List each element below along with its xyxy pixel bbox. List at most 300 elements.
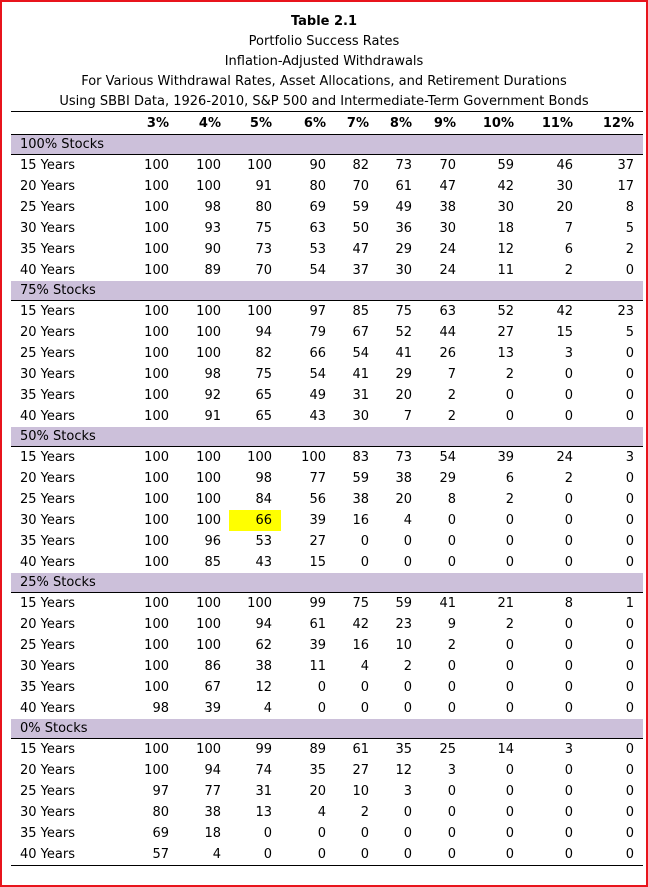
table-cell: 100 (247, 304, 272, 319)
table-cell: 2 (564, 263, 573, 278)
table-cell: 100 (247, 450, 272, 465)
table-cell: 0 (403, 805, 412, 820)
table-cell: 0 (625, 805, 634, 820)
table-cell: 11 (309, 659, 326, 674)
row-label: 35 Years (20, 242, 75, 257)
table-row (11, 322, 643, 343)
row-label: 35 Years (20, 826, 75, 841)
table-row (11, 739, 643, 760)
table-cell: 41 (439, 596, 456, 611)
column-header: 4% (198, 116, 221, 131)
table-cell: 0 (403, 847, 412, 862)
column-header: 5% (249, 116, 272, 131)
row-label: 25 Years (20, 346, 75, 361)
table-cell: 0 (317, 826, 326, 841)
table-cell: 47 (439, 179, 456, 194)
table-row (11, 406, 643, 427)
table-cell: 0 (625, 409, 634, 424)
table-cell: 20 (309, 784, 326, 799)
row-label: 15 Years (20, 450, 75, 465)
table-cell: 29 (439, 471, 456, 486)
table-cell: 7 (447, 367, 456, 382)
table-cell: 41 (352, 367, 369, 382)
table-cell: 0 (505, 388, 514, 403)
table-cell: 7 (564, 221, 573, 236)
table-cell: 86 (204, 659, 221, 674)
table-row (11, 385, 643, 406)
table-cell: 0 (360, 680, 369, 695)
table-cell: 0 (317, 701, 326, 716)
row-label: 15 Years (20, 158, 75, 173)
table-cell: 100 (144, 388, 169, 403)
table-cell: 7 (403, 409, 412, 424)
table-row (11, 552, 643, 573)
table-cell: 0 (505, 555, 514, 570)
table-cell: 15 (309, 555, 326, 570)
table-cell: 13 (255, 805, 272, 820)
table-cell: 73 (255, 242, 272, 257)
table-cell: 9 (447, 617, 456, 632)
table-cell: 24 (439, 263, 456, 278)
table-cell: 92 (204, 388, 221, 403)
table-cell: 20 (395, 388, 412, 403)
table-cell: 90 (309, 158, 326, 173)
table-row (11, 239, 643, 260)
row-label: 30 Years (20, 659, 75, 674)
table-cell: 2 (447, 388, 456, 403)
table-cell: 27 (309, 534, 326, 549)
table-cell: 30 (556, 179, 573, 194)
table-cell: 96 (204, 534, 221, 549)
section-header: 50% Stocks (11, 427, 643, 447)
table-cell: 99 (309, 596, 326, 611)
table-row (11, 593, 643, 614)
table-cell: 100 (196, 450, 221, 465)
table-cell: 11 (497, 263, 514, 278)
table-cell: 0 (263, 826, 272, 841)
table-cell: 31 (255, 784, 272, 799)
column-header: 11% (541, 116, 573, 131)
table-cell: 39 (204, 701, 221, 716)
table-row (11, 802, 643, 823)
table-cell: 13 (497, 346, 514, 361)
table-cell: 100 (144, 555, 169, 570)
table-cell: 2 (505, 492, 514, 507)
table-cell: 100 (144, 534, 169, 549)
row-label: 30 Years (20, 367, 75, 382)
table-cell: 4 (263, 701, 272, 716)
row-label: 25 Years (20, 200, 75, 215)
table-cell: 93 (204, 221, 221, 236)
table-cell: 3 (625, 450, 634, 465)
table-cell: 0 (403, 555, 412, 570)
table-cell: 90 (204, 242, 221, 257)
table-cell: 0 (360, 701, 369, 716)
table-cell: 0 (505, 826, 514, 841)
table-cell: 61 (309, 617, 326, 632)
table-cell: 100 (196, 179, 221, 194)
table-cell: 42 (497, 179, 514, 194)
table-cell: 1 (625, 596, 634, 611)
table-cell: 85 (204, 555, 221, 570)
table-cell: 16 (352, 638, 369, 653)
table-cell: 43 (309, 409, 326, 424)
table-cell: 0 (505, 784, 514, 799)
table-cell: 20 (395, 492, 412, 507)
table-cell: 100 (196, 617, 221, 632)
table-cell: 0 (505, 847, 514, 862)
table-cell: 2 (403, 659, 412, 674)
table-cell: 0 (625, 680, 634, 695)
table-cell: 0 (403, 680, 412, 695)
table-cell: 0 (263, 847, 272, 862)
table-row (11, 343, 643, 364)
table-cell: 30 (497, 200, 514, 215)
column-header: 3% (146, 116, 169, 131)
table-cell: 53 (255, 534, 272, 549)
table-cell: 8 (564, 596, 573, 611)
table-cell: 10 (352, 784, 369, 799)
table-number: Table 2.1 (290, 14, 358, 29)
table-cell: 94 (255, 617, 272, 632)
table-cell: 49 (395, 200, 412, 215)
table-cell: 54 (309, 367, 326, 382)
table-cell: 23 (617, 304, 634, 319)
row-label: 20 Years (20, 179, 75, 194)
table-row (11, 844, 643, 865)
table-row (11, 656, 643, 677)
table-cell: 52 (395, 325, 412, 340)
table-cell: 0 (447, 701, 456, 716)
table-bottom-border (11, 865, 643, 866)
table-cell: 0 (625, 784, 634, 799)
table-cell: 100 (144, 179, 169, 194)
table-cell: 100 (144, 450, 169, 465)
table-cell: 0 (447, 784, 456, 799)
table-cell: 69 (309, 200, 326, 215)
table-cell: 4 (403, 513, 412, 528)
table-row (11, 510, 643, 531)
table-row (11, 781, 643, 802)
table-cell: 38 (439, 200, 456, 215)
table-cell: 100 (144, 346, 169, 361)
table-cell: 100 (196, 513, 221, 528)
row-label: 40 Years (20, 263, 75, 278)
table-cell: 100 (144, 596, 169, 611)
table-cell: 53 (309, 242, 326, 257)
table-cell: 67 (204, 680, 221, 695)
table-cell: 98 (255, 471, 272, 486)
table-cell: 100 (144, 263, 169, 278)
table-cell: 63 (439, 304, 456, 319)
table-cell: 91 (204, 409, 221, 424)
table-cell: 70 (352, 179, 369, 194)
table-cell: 0 (564, 492, 573, 507)
table-cell: 0 (564, 701, 573, 716)
table-cell: 12 (255, 680, 272, 695)
table-cell: 0 (625, 826, 634, 841)
table-cell: 2 (505, 617, 514, 632)
table-cell: 0 (360, 826, 369, 841)
table-cell: 0 (625, 534, 634, 549)
table-cell: 0 (447, 534, 456, 549)
table-cell: 77 (309, 471, 326, 486)
table-cell: 97 (309, 304, 326, 319)
row-label: 20 Years (20, 617, 75, 632)
table-cell: 100 (196, 471, 221, 486)
table-cell: 38 (395, 471, 412, 486)
table-description: For Various Withdrawal Rates, Asset Allocations, and Retirement Durations (81, 74, 567, 89)
table-cell: 100 (144, 638, 169, 653)
table-cell: 31 (352, 388, 369, 403)
table-cell: 59 (352, 200, 369, 215)
table-cell: 77 (204, 784, 221, 799)
table-cell: 100 (144, 471, 169, 486)
table-cell: 0 (564, 805, 573, 820)
table-cell: 100 (144, 659, 169, 674)
table-cell: 0 (625, 763, 634, 778)
table-cell: 80 (152, 805, 169, 820)
table-cell: 30 (395, 263, 412, 278)
table-row (11, 218, 643, 239)
row-label: 20 Years (20, 763, 75, 778)
table-cell: 0 (447, 680, 456, 695)
table-cell: 100 (144, 763, 169, 778)
table-cell: 100 (196, 325, 221, 340)
table-cell: 0 (403, 701, 412, 716)
table-cell: 6 (564, 242, 573, 257)
table-cell: 0 (360, 847, 369, 862)
table-cell: 66 (309, 346, 326, 361)
table-cell: 0 (625, 701, 634, 716)
row-label: 35 Years (20, 680, 75, 695)
column-header-row (11, 114, 643, 134)
table-cell: 73 (395, 158, 412, 173)
table-cell: 0 (447, 847, 456, 862)
table-cell: 24 (556, 450, 573, 465)
table-cell: 10 (395, 638, 412, 653)
table-cell: 39 (309, 513, 326, 528)
table-cell: 30 (352, 409, 369, 424)
table-cell: 4 (317, 805, 326, 820)
row-label: 25 Years (20, 638, 75, 653)
column-header: 9% (433, 116, 456, 131)
table-cell: 38 (255, 659, 272, 674)
table-cell: 5 (625, 221, 634, 236)
table-cell: 4 (360, 659, 369, 674)
table-cell: 74 (255, 763, 272, 778)
table-cell: 91 (255, 179, 272, 194)
table-cell: 0 (564, 659, 573, 674)
table-cell: 0 (317, 847, 326, 862)
table-cell: 94 (255, 325, 272, 340)
table-cell: 100 (196, 596, 221, 611)
table-cell: 0 (625, 638, 634, 653)
table-cell: 0 (564, 617, 573, 632)
row-label: 15 Years (20, 304, 75, 319)
table-cell: 0 (505, 409, 514, 424)
table-cell: 100 (144, 617, 169, 632)
table-cell: 0 (447, 826, 456, 841)
table-cell: 89 (204, 263, 221, 278)
table-cell: 100 (144, 513, 169, 528)
table-cell: 0 (564, 534, 573, 549)
table-cell: 3 (564, 742, 573, 757)
table-cell: 0 (564, 826, 573, 841)
table-cell: 38 (204, 805, 221, 820)
table-cell: 73 (395, 450, 412, 465)
table-cell: 30 (439, 221, 456, 236)
table-cell: 99 (255, 742, 272, 757)
table-cell: 62 (255, 638, 272, 653)
column-header: 6% (303, 116, 326, 131)
table-cell: 100 (301, 450, 326, 465)
table-cell: 83 (352, 450, 369, 465)
table-cell: 0 (447, 659, 456, 674)
table-cell: 0 (564, 367, 573, 382)
table-cell: 100 (196, 346, 221, 361)
table-row (11, 197, 643, 218)
column-header: 8% (389, 116, 412, 131)
table-cell: 37 (352, 263, 369, 278)
table-cell: 100 (144, 304, 169, 319)
table-cell: 0 (447, 513, 456, 528)
table-cell: 59 (497, 158, 514, 173)
data-source-note: Using SBBI Data, 1926-2010, S&P 500 and Intermediate-Term Government Bonds (59, 94, 589, 109)
table-cell: 41 (395, 346, 412, 361)
table-cell: 17 (617, 179, 634, 194)
table-cell: 0 (360, 534, 369, 549)
table-cell: 27 (497, 325, 514, 340)
row-label: 40 Years (20, 847, 75, 862)
table-cell: 12 (497, 242, 514, 257)
table-cell: 59 (352, 471, 369, 486)
table-cell: 35 (395, 742, 412, 757)
table-cell: 80 (309, 179, 326, 194)
table-cell: 0 (625, 263, 634, 278)
table-cell: 49 (309, 388, 326, 403)
table-cell: 75 (255, 221, 272, 236)
table-cell: 15 (556, 325, 573, 340)
table-cell: 84 (255, 492, 272, 507)
column-header: 10% (482, 116, 514, 131)
table-cell: 89 (309, 742, 326, 757)
table-cell: 2 (360, 805, 369, 820)
column-header: 7% (346, 116, 369, 131)
table-cell: 52 (497, 304, 514, 319)
table-cell: 29 (395, 242, 412, 257)
column-header: 12% (602, 116, 634, 131)
table-cell: 0 (625, 388, 634, 403)
table-cell: 36 (395, 221, 412, 236)
table-cell: 0 (625, 555, 634, 570)
table-cell: 0 (447, 805, 456, 820)
table-cell: 75 (352, 596, 369, 611)
table-cell: 21 (497, 596, 514, 611)
table-cell: 100 (144, 325, 169, 340)
table-cell: 0 (505, 659, 514, 674)
table-cell: 8 (447, 492, 456, 507)
row-label: 25 Years (20, 784, 75, 799)
section-header: 75% Stocks (11, 281, 643, 301)
table-cell: 0 (505, 513, 514, 528)
table-cell: 0 (360, 555, 369, 570)
table-title: Portfolio Success Rates (248, 34, 400, 49)
row-label: 20 Years (20, 471, 75, 486)
table-cell: 100 (247, 596, 272, 611)
table-row (11, 176, 643, 197)
table-cell: 0 (564, 555, 573, 570)
table-cell: 0 (403, 534, 412, 549)
table-row (11, 698, 643, 719)
row-label: 40 Years (20, 409, 75, 424)
table-row (11, 301, 643, 322)
table-cell: 29 (395, 367, 412, 382)
table-cell: 0 (625, 367, 634, 382)
table-cell: 100 (196, 158, 221, 173)
table-cell: 0 (625, 742, 634, 757)
section-header: 25% Stocks (11, 573, 643, 593)
table-cell: 42 (556, 304, 573, 319)
table-row (11, 614, 643, 635)
table-cell: 38 (352, 492, 369, 507)
table-cell: 54 (309, 263, 326, 278)
table-cell: 0 (564, 763, 573, 778)
table-cell: 0 (505, 701, 514, 716)
table-cell: 100 (144, 367, 169, 382)
table-cell: 4 (212, 847, 221, 862)
table-subtitle: Inflation-Adjusted Withdrawals (224, 54, 424, 69)
table-cell: 100 (144, 242, 169, 257)
table-row (11, 447, 643, 468)
table-cell: 47 (352, 242, 369, 257)
table-cell: 0 (564, 388, 573, 403)
row-label: 15 Years (20, 596, 75, 611)
table-cell: 59 (395, 596, 412, 611)
table-cell: 0 (625, 471, 634, 486)
table-cell: 54 (352, 346, 369, 361)
table-cell: 0 (505, 805, 514, 820)
table-cell: 18 (497, 221, 514, 236)
table-cell: 79 (309, 325, 326, 340)
table-cell: 2 (505, 367, 514, 382)
table-cell: 67 (352, 325, 369, 340)
table-cell: 2 (447, 409, 456, 424)
table-cell: 65 (255, 388, 272, 403)
title-block (2, 12, 646, 112)
table-row (11, 155, 643, 176)
table-cell: 75 (255, 367, 272, 382)
table-cell: 54 (439, 450, 456, 465)
table-cell: 100 (247, 158, 272, 173)
table-cell: 39 (309, 638, 326, 653)
table-cell: 0 (403, 826, 412, 841)
table-cell: 0 (505, 680, 514, 695)
table-cell: 0 (564, 513, 573, 528)
table-cell: 0 (625, 847, 634, 862)
table-cell: 3 (403, 784, 412, 799)
table-cell: 26 (439, 346, 456, 361)
table-cell: 75 (395, 304, 412, 319)
table-cell: 0 (564, 847, 573, 862)
table-row (11, 260, 643, 281)
row-label: 30 Years (20, 513, 75, 528)
table-cell: 16 (352, 513, 369, 528)
table-cell: 85 (352, 304, 369, 319)
table-cell: 39 (497, 450, 514, 465)
table-cell: 94 (204, 763, 221, 778)
row-label: 35 Years (20, 388, 75, 403)
